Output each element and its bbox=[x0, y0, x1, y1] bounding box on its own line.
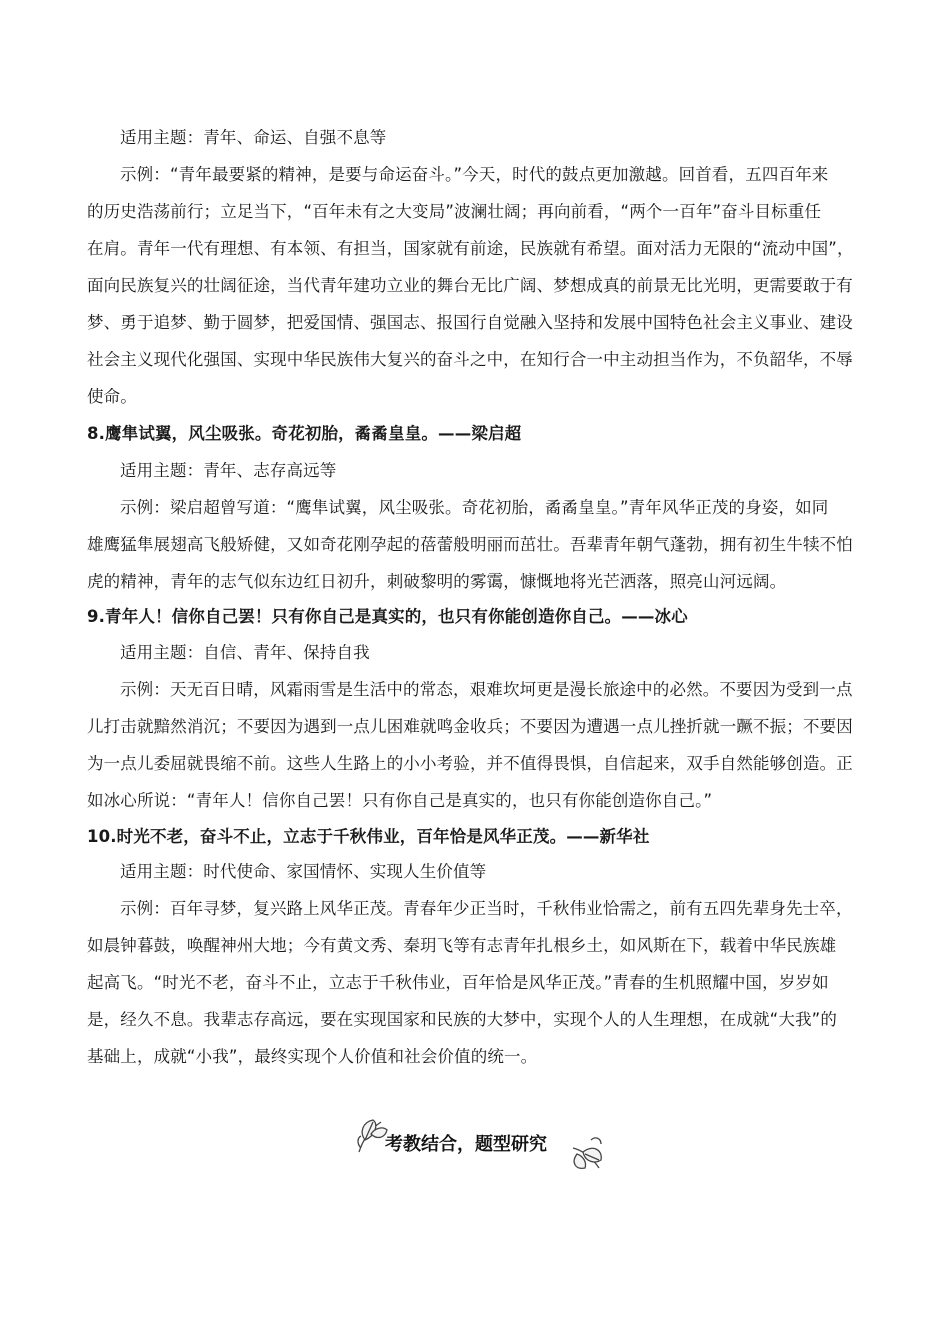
theme-line: 适用主题：自信、青年、保持自我 bbox=[120, 643, 370, 662]
example-line: 示例：“青年最要紧的精神，是要与命运奋斗。”今天，时代的鼓点更加激越。回首看，五四百年来 bbox=[120, 165, 829, 184]
paragraph-line: 在肩。青年一代有理想、有本领、有担当，国家就有前途，民族就有希望。面对活力无限的“流动中国”， bbox=[87, 239, 854, 258]
paragraph-line: 梦、勇于追梦、勤于圆梦，把爱国情、强国志、报国行自觉融入坚持和发展中国特色社会主义事业、建设 bbox=[87, 313, 853, 332]
paragraph-line: 社会主义现代化强国、实现中华民族伟大复兴的奋斗之中，在知行合一中主动担当作为，不负韶华，不辱 bbox=[87, 350, 853, 369]
quote-heading: 10.时光不老，奋斗不止，立志于千秋伟业，百年恰是风华正茂。——新华社 bbox=[87, 827, 650, 846]
quote-heading: 8.鹰隼试翼，风尘吸张。奇花初胎，矞矞皇皇。——梁启超 bbox=[87, 424, 522, 443]
paragraph-line: 是，经久不息。我辈志存高远，要在实现国家和民族的大梦中，实现个人的人生理想，在成就“大我”的 bbox=[87, 1010, 837, 1029]
paragraph-line: 为一点儿委屈就畏缩不前。这些人生路上的小小考验，并不值得畏惧，自信起来，双手自然能够创造。正 bbox=[87, 754, 853, 773]
paragraph-line: 雄鹰猛隼展翅高飞般矫健，又如奇花刚孕起的蓓蕾般明丽而茁壮。吾辈青年朝气蓬勃，拥有初生牛犊不怕 bbox=[87, 535, 853, 554]
paragraph-line: 起高飞。“时光不老，奋斗不止，立志于千秋伟业，百年恰是风华正茂。”青春的生机照耀中国，岁岁如 bbox=[87, 973, 829, 992]
paragraph-line: 儿打击就黯然消沉；不要因为遇到一点儿困难就鸣金收兵；不要因为遭遇一点儿挫折就一蹶不振；不要因 bbox=[87, 717, 853, 736]
paragraph-line: 如冰心所说：“青年人！信你自己罢！只有你自己是真实的，也只有你能创造你自己。” bbox=[87, 791, 713, 810]
example-line: 示例：梁启超曾写道：“鹰隼试翼，风尘吸张。奇花初胎，矞矞皇皇。”青年风华正茂的身姿，如同 bbox=[120, 498, 829, 517]
example-line: 示例：天无百日晴，风霜雨雪是生活中的常态，艰难坎坷更是漫长旅途中的必然。不要因为受到一点 bbox=[120, 680, 853, 699]
theme-line: 适用主题：青年、命运、自强不息等 bbox=[120, 128, 387, 147]
section-heading: 考教结合，题型研究 bbox=[385, 1134, 547, 1155]
paragraph-line: 面向民族复兴的壮阔征途，当代青年建功立业的舞台无比广阔、梦想成真的前景无比光明，更需要敢于有 bbox=[87, 276, 853, 295]
section-heading-banner bbox=[355, 1112, 605, 1172]
example-line: 示例：百年寻梦，复兴路上风华正茂。青春年少正当时，千秋伟业恰需之，前有五四先辈身先士卒， bbox=[120, 899, 853, 918]
theme-line: 适用主题：青年、志存高远等 bbox=[120, 461, 337, 480]
paragraph-line: 虎的精神，青年的志气似东边红日初升，刺破黎明的雾霭，慷慨地将光芒洒落，照亮山河远阔。 bbox=[87, 572, 787, 591]
paragraph-line: 如晨钟暮鼓，唤醒神州大地；今有黄文秀、秦玥飞等有志青年扎根乡土，如风斯在下，载着中华民族雄 bbox=[87, 936, 837, 955]
paragraph-line: 的历史浩荡前行；立足当下，“百年未有之大变局”波澜壮阔；再向前看，“两个一百年”奋斗目标重任 bbox=[87, 202, 822, 221]
theme-line: 适用主题：时代使命、家国情怀、实现人生价值等 bbox=[120, 862, 487, 881]
quote-heading: 9.青年人！信你自己罢！只有你自己是真实的，也只有你能创造你自己。——冰心 bbox=[87, 607, 688, 626]
paragraph-line: 基础上，成就“小我”，最终实现个人价值和社会价值的统一。 bbox=[87, 1047, 538, 1066]
paragraph-line: 使命。 bbox=[87, 387, 137, 406]
